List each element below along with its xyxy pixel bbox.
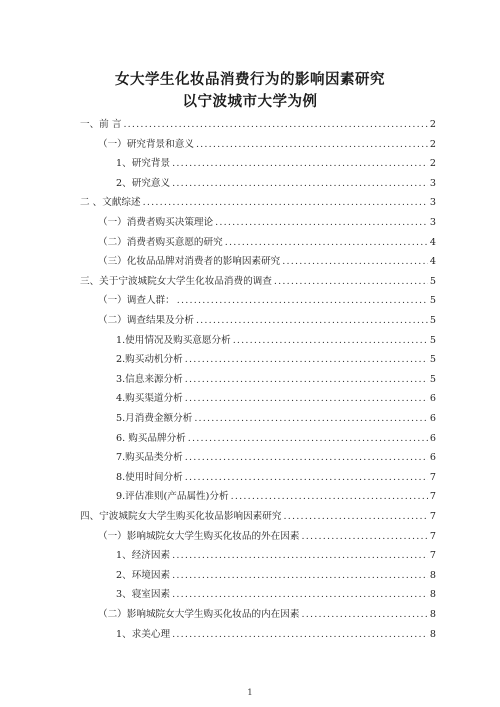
toc-entry[interactable] xyxy=(98,607,436,621)
toc-leader-dots xyxy=(215,217,428,229)
toc-entry-label: 1、研究背景 xyxy=(116,158,171,170)
toc-entry[interactable] xyxy=(80,509,436,523)
toc-entry[interactable] xyxy=(98,254,436,268)
toc-entry-page: 6 xyxy=(429,413,436,424)
toc-leader-dots xyxy=(143,197,428,209)
toc-entry-page: 4 xyxy=(429,236,436,248)
toc-entry-label: 1、求美心理 xyxy=(116,628,171,640)
toc-entry-label: （一）消费者购买决策理论 xyxy=(98,217,214,228)
toc-leader-dots xyxy=(283,511,427,523)
toc-leader-dots xyxy=(185,452,428,464)
document-title: 女大学生化妆品消费行为的影响因素研究 xyxy=(115,71,385,88)
toc-entry-label: 三、关于宁波城院女大学生化妆品消费的调查 xyxy=(80,275,272,287)
toc-entry-label: 3.信息来源分析 xyxy=(116,373,183,385)
toc-leader-dots xyxy=(185,374,428,386)
toc-entry-page: 7 xyxy=(429,550,436,562)
toc-leader-dots xyxy=(185,472,428,484)
toc-entry-page: 2 xyxy=(429,158,436,170)
toc-entry[interactable] xyxy=(80,274,436,288)
toc-entry-label: 4.购买渠道分析 xyxy=(116,393,183,405)
toc-entry[interactable] xyxy=(116,450,436,464)
toc-entry-label: 2、研究意义 xyxy=(116,177,171,189)
toc-entry-page: 8 xyxy=(429,589,436,601)
toc-entry-page: 3 xyxy=(429,177,436,189)
toc-leader-dots xyxy=(185,354,428,366)
toc-entry-page: 5 xyxy=(429,354,436,366)
toc-entry-page: 8 xyxy=(429,609,436,620)
toc-entry[interactable] xyxy=(116,391,436,405)
toc-entry-label: 2.购买动机分析 xyxy=(116,354,183,366)
toc-entry-page: 7 xyxy=(429,471,436,483)
toc-entry-page: 6 xyxy=(429,452,436,464)
toc-leader-dots xyxy=(172,570,428,582)
toc-entry-label: （三）化妆品品牌对消费者的影响因素研究 xyxy=(98,256,281,268)
toc-entry-page: 2 xyxy=(429,138,436,150)
toc-entry[interactable] xyxy=(116,411,436,425)
toc-entry-label: 2、环境因素 xyxy=(116,569,171,581)
toc-entry[interactable] xyxy=(116,431,436,445)
toc-entry-page: 6 xyxy=(429,432,436,444)
toc-leader-dots xyxy=(282,256,428,268)
toc-leader-dots xyxy=(233,335,428,347)
toc-entry-page: 7 xyxy=(429,491,436,503)
toc-entry[interactable] xyxy=(98,313,436,327)
toc-entry[interactable] xyxy=(116,548,436,562)
toc-leader-dots xyxy=(172,158,428,170)
toc-entry[interactable] xyxy=(98,215,436,229)
toc-entry-page: 5 xyxy=(429,334,436,346)
toc-leader-dots xyxy=(185,393,428,405)
toc-entry-label: （二）调查结果及分析 xyxy=(98,315,194,326)
toc-entry[interactable] xyxy=(116,352,436,366)
toc-entry[interactable] xyxy=(116,333,436,347)
toc-entry-label: 7.购买品类分析 xyxy=(116,452,183,464)
toc-entry-page: 8 xyxy=(429,628,436,640)
toc-entry-page: 7 xyxy=(429,511,436,522)
toc-entry-page: 5 xyxy=(429,275,436,287)
toc-entry-page: 8 xyxy=(429,569,436,581)
toc-entry-page: 6 xyxy=(429,393,436,405)
toc-leader-dots xyxy=(196,315,428,327)
toc-entry-label: 二 、文献综述 xyxy=(80,197,141,209)
toc-entry-page: 7 xyxy=(429,530,436,542)
toc-entry-label: 四、宁波城院女大学生购买化妆品影响因素研究 xyxy=(80,511,282,522)
toc-entry[interactable] xyxy=(116,587,436,601)
toc-entry[interactable] xyxy=(80,117,436,131)
toc-leader-dots xyxy=(188,433,428,445)
toc-entry-label: 6. 购买品牌分析 xyxy=(116,432,186,444)
toc-entry[interactable] xyxy=(116,627,436,641)
toc-entry-label: （二）消费者购买意愿的研究 xyxy=(98,236,223,248)
toc-leader-dots xyxy=(196,139,428,151)
toc-leader-dots xyxy=(301,531,427,543)
toc-entry-label: 1.使用情况及购买意愿分析 xyxy=(116,334,231,346)
toc-entry-label: 一、前 言 xyxy=(80,119,122,130)
toc-entry-page: 5 xyxy=(429,315,436,326)
toc-entry-page: 5 xyxy=(429,295,436,307)
toc-entry[interactable] xyxy=(98,137,436,151)
toc-leader-dots xyxy=(225,237,428,249)
toc-entry-page: 3 xyxy=(429,197,436,209)
toc-leader-dots xyxy=(194,413,428,425)
toc-leader-dots xyxy=(172,178,428,190)
toc-entry-page: 5 xyxy=(429,373,436,385)
toc-entry[interactable] xyxy=(116,176,436,190)
toc-entry-label: （二）影响城院女大学生购买化妆品的内在因素 xyxy=(98,609,300,620)
toc-entry[interactable] xyxy=(98,235,436,249)
toc-entry-label: （一）影响城院女大学生购买化妆品的外在因素 xyxy=(98,530,300,542)
toc-leader-dots xyxy=(274,276,428,288)
toc-entry-label: 3、寝室因素 xyxy=(116,589,171,601)
toc-leader-dots xyxy=(177,295,428,307)
toc-entry-label: 8.使用时间分析 xyxy=(116,471,183,483)
toc-leader-dots xyxy=(301,609,427,621)
toc-leader-dots xyxy=(231,491,428,503)
document-subtitle: 以宁波城市大学为例 xyxy=(182,93,318,110)
toc-entry[interactable] xyxy=(116,156,436,170)
toc-entry[interactable] xyxy=(80,195,436,209)
toc-entry[interactable] xyxy=(116,489,436,503)
toc-entry-page: 3 xyxy=(429,217,436,228)
toc-leader-dots xyxy=(123,119,427,131)
toc-entry[interactable] xyxy=(98,529,436,543)
toc-entry-label: （一）调查人群： xyxy=(98,295,175,307)
toc-entry-page: 4 xyxy=(429,256,436,268)
toc-entry-label: （一）研究背景和意义 xyxy=(98,138,194,150)
toc-entry-page: 2 xyxy=(429,119,436,130)
page-number: 1 xyxy=(247,688,253,698)
toc-entry-label: 1、经济因素 xyxy=(116,550,171,562)
toc-entry[interactable] xyxy=(116,568,436,582)
toc-entry[interactable] xyxy=(98,293,436,307)
toc-leader-dots xyxy=(172,550,428,562)
toc-leader-dots xyxy=(172,589,428,601)
toc-entry[interactable] xyxy=(116,372,436,386)
toc-entry[interactable] xyxy=(116,470,436,484)
toc-entry-label: 9.评估准则(产品属性)分析 xyxy=(116,491,229,503)
toc-entry-label: 5.月消费金额分析 xyxy=(116,413,193,424)
toc-leader-dots xyxy=(172,629,428,641)
